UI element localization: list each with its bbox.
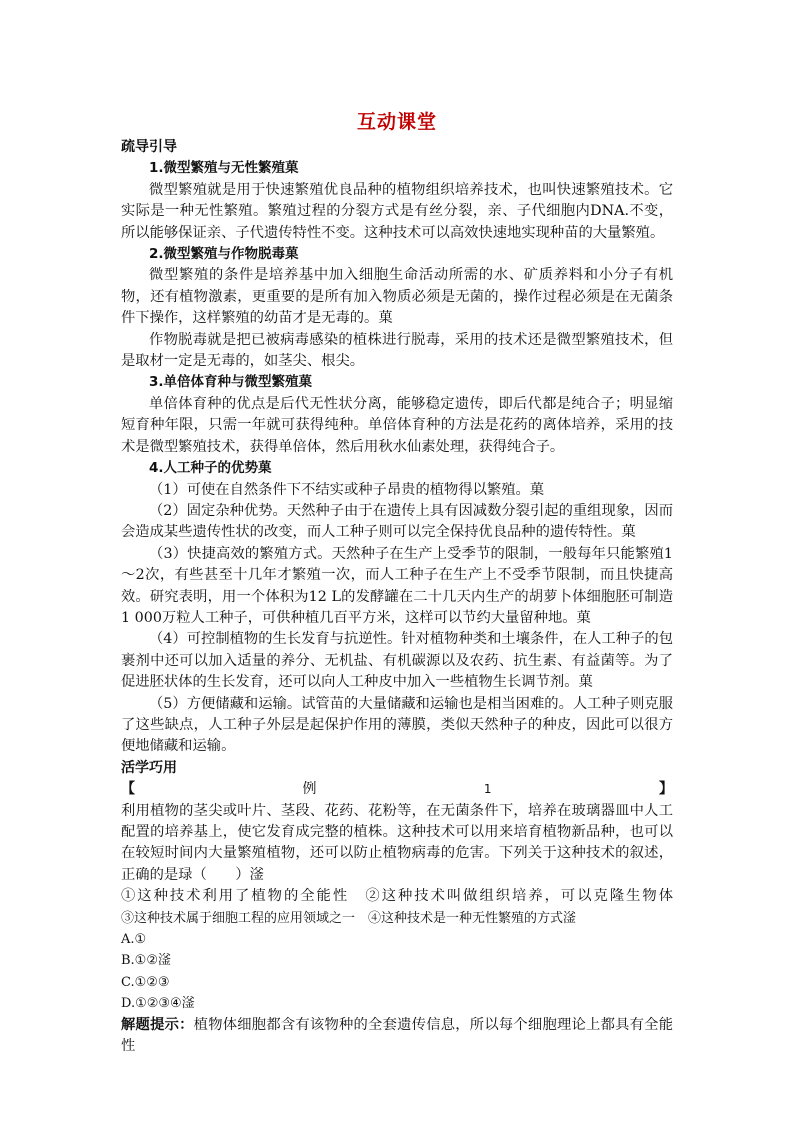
- subheading-4: 4.人工种子的优势菓: [149, 460, 272, 477]
- option-c: C.①②③: [121, 974, 170, 990]
- list-item-2: （2）固定杂种优势。天然种子由于在遗传上具有因减数分裂引起的重组现象，因而会造成某些遗传性状的改变，而人工种子则可以完全保持优良品种的遗传特性。菓: [121, 502, 673, 541]
- paragraph-2: 微型繁殖的条件是培养基中加入细胞生命活动所需的水、矿质养料和小分子有机物，还有植物激素，更重要的是所有加入物质必须是无菌的，操作过程必须是在无菌条件下操作，这样繁殖的幼苗才是无毒的。菓: [121, 267, 673, 327]
- paragraph-4: 单倍体育种的优点是后代无性状分离，能够稳定遗传，即后代都是纯合子；明显缩短育种年限，只需一年就可获得纯种。单倍体育种的方法是花药的离体培养，采用的技术是微型繁殖技术，获得单倍体，然后用秋水仙素处理，获得纯合子。: [121, 395, 673, 455]
- list-item-5: （5）方便储藏和运输。试管苗的大量储藏和运输也是相当困难的。人工种子则克服了这些缺点，人工种子外层是起保护作用的薄膜，类似天然种子的种皮，因此可以很方便地储藏和运输。: [121, 695, 673, 755]
- option-b: B.①②滏: [121, 953, 171, 969]
- solution-hint: [121, 1015, 673, 1058]
- hint-label: 解题提示：: [121, 1016, 194, 1033]
- subheading-3: 3.单倍体育种与微型繁殖菓: [149, 374, 313, 391]
- hint-text: 植物体细胞都含有该物种的全套遗传信息，所以每个细胞理论上都具有全能性: [121, 1016, 674, 1055]
- question-text: 利用植物的茎尖或叶片、茎段、花药、花粉等，在无菌条件下，培养在玻璃器皿中人工配置的培养基上，使它发育成完整的植株。这种技术可以用来培育植物新品种，也可以在较短时间内大量繁殖植物，还可以防止植物病毒的危害。下列关于这种技术的叙述，正确的是琭（ ）滏: [121, 802, 673, 883]
- paragraph-3: 作物脱毒就是把已被病毒感染的植株进行脱毒，采用的技术还是微型繁殖技术，但是取材一定是无毒的，如茎尖、根尖。: [121, 331, 673, 370]
- section-heading-practice: 活学巧用: [121, 759, 177, 776]
- list-item-1: （1）可使在自然条件下不结实或种子昂贵的植物得以繁殖。菓: [149, 481, 545, 498]
- subheading-1: 1.微型繁殖与无性繁殖菓: [149, 160, 299, 177]
- statement-line-1: ①这种技术利用了植物的全能性 ②这种技术叫做组织培养，可以克隆生物体: [121, 888, 673, 905]
- example-number: 1: [483, 782, 492, 797]
- page-title: 互动课堂: [356, 111, 437, 133]
- option-d: D.①②③④滏: [121, 996, 195, 1012]
- example-open-bracket: 【: [121, 781, 135, 798]
- subheading-2: 2.微型繁殖与作物脱毒菓: [149, 246, 299, 263]
- section-heading-guide: 疏导引导: [121, 139, 177, 155]
- option-a: A.①: [121, 932, 147, 948]
- paragraph-1: 微型繁殖就是用于快速繁殖优良品种的植物组织培养技术，也叫快速繁殖技术。它实际是一种无性繁殖。繁殖过程的分裂方式是有丝分裂，亲、子代细胞内DNA.不变，所以能够保证亲、子代遗传特性不变。这种技术可以高效快速地实现种苗的大量繁殖。: [121, 181, 673, 241]
- list-item-3: （3）快捷高效的繁殖方式。天然种子在生产上受季节的限制，一般每年只能繁殖1～2次，有些甚至十几年才繁殖一次，而人工种子在生产上不受季节限制，而且快捷高效。研究表明，用一个体积为12 L的发酵罐在二十几天内生产的胡萝卜体细胞胚可制造1 000万粒人工种子，可供种植几百平方米，这样可以节约大量留种地。菓: [121, 545, 673, 626]
- list-item-4: （4）可控制植物的生长发育与抗逆性。针对植物种类和土壤条件，在人工种子的包裹剂中还可以加入适量的养分、无机盐、有机碳源以及农药、抗生素、有益菌等。为了促进胚状体的生长发育，还可以向人工种皮中加入一些植物生长调节剂。菓: [121, 631, 673, 691]
- statement-line-2: ③这种技术属于细胞工程的应用领域之一 ④这种技术是一种无性繁殖的方式滏: [121, 910, 577, 926]
- document-body: [121, 137, 673, 1057]
- example-header: [121, 779, 673, 800]
- example-close-bracket: 】: [659, 781, 673, 798]
- example-label: 例: [302, 781, 317, 798]
